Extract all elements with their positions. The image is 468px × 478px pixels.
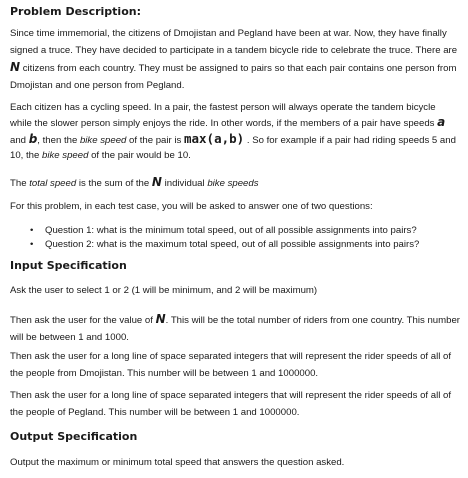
intro-paragraph xyxy=(10,26,460,94)
bike-speed-term: bike speed xyxy=(79,135,127,146)
and-text: and xyxy=(10,135,27,146)
example-text: . So for example if a pair had riding speeds 5 and 10, the xyxy=(10,135,456,161)
questions-list xyxy=(10,224,460,251)
variable-b: b xyxy=(28,132,38,146)
bullet: • xyxy=(30,225,34,236)
variable-n: N xyxy=(10,60,21,74)
bike-speeds-term: bike speeds xyxy=(207,178,259,189)
total-speed-text-c: individual xyxy=(164,178,205,189)
total-speed-paragraph xyxy=(10,174,460,193)
question-2: Question 2: what is the maximum total speed, out of all possible assignments into pairs? xyxy=(45,238,420,250)
max-formula: max(a,b) xyxy=(183,131,245,146)
question-1: Question 1: what is the minimum total speed, out of all possible assignments into pairs? xyxy=(45,225,417,236)
bullet: • xyxy=(30,238,34,250)
input-specification-heading: Input Specification xyxy=(10,259,127,272)
variable-n-2: N xyxy=(151,175,162,189)
then-the-text: , then the xyxy=(37,135,78,146)
variable-a: a xyxy=(437,115,446,129)
input-p1: Ask the user to select 1 or 2 (1 will be minimum, and 2 will be maximum) xyxy=(10,285,318,296)
input-p2-tail: . This will be the total number of riders from one country. This number will be between 1 and 1000. xyxy=(10,315,460,343)
total-speed-term: total speed xyxy=(29,178,77,189)
output-p1: Output the maximum or minimum total speed that answers the question asked. xyxy=(10,457,345,468)
intro-text: Since time immemorial, the citizens of Dmojistan and Pegland have been at war. Now, they have finally signed a truce. They have decided to participate in a tandem bicycle ride to celebrate the truce. There are xyxy=(10,28,458,56)
output-specification-heading: Output Specification xyxy=(10,430,138,443)
list-item xyxy=(10,238,460,252)
intro-text-tail: citizens from each country. They must be assigned to pairs so that each pair contains one person from Dmojistan and one person from Pegland. xyxy=(10,63,457,91)
total-speed-text-b: is the sum of the xyxy=(78,178,150,189)
speed-text: Each citizen has a cycling speed. In a pair, the fastest person will always operate the tandem bicycle while the slower person simply enjoys the ride. In other words, if the members of a pair have speeds xyxy=(10,102,436,129)
of-pair-text: of the pair is xyxy=(129,135,182,146)
input-p2-text: Then ask the user for the value of xyxy=(10,315,153,326)
questions-intro: For this problem, in each test case, you will be asked to answer one of two questions: xyxy=(10,201,373,212)
input-p3: Then ask the user for a long line of space separated integers that will represent the rider speeds of all of the people from Dmojistan. This number will be between 1 and 1000000. xyxy=(10,351,452,379)
speed-paragraph xyxy=(10,100,460,163)
bike-speed-term-2: bike speed xyxy=(42,150,89,161)
example-result-text: of the pair would be 10. xyxy=(91,150,191,161)
variable-n-3: N xyxy=(155,312,166,326)
problem-description-heading: Problem Description: xyxy=(10,5,141,18)
input-p2 xyxy=(10,311,460,346)
total-speed-text-a: The xyxy=(10,178,27,189)
list-item xyxy=(10,224,460,238)
input-p4: Then ask the user for a long line of space separated integers that will represent the rider speeds of all of the people of Pegland. This number will be between 1 and 1000000. xyxy=(10,390,452,418)
